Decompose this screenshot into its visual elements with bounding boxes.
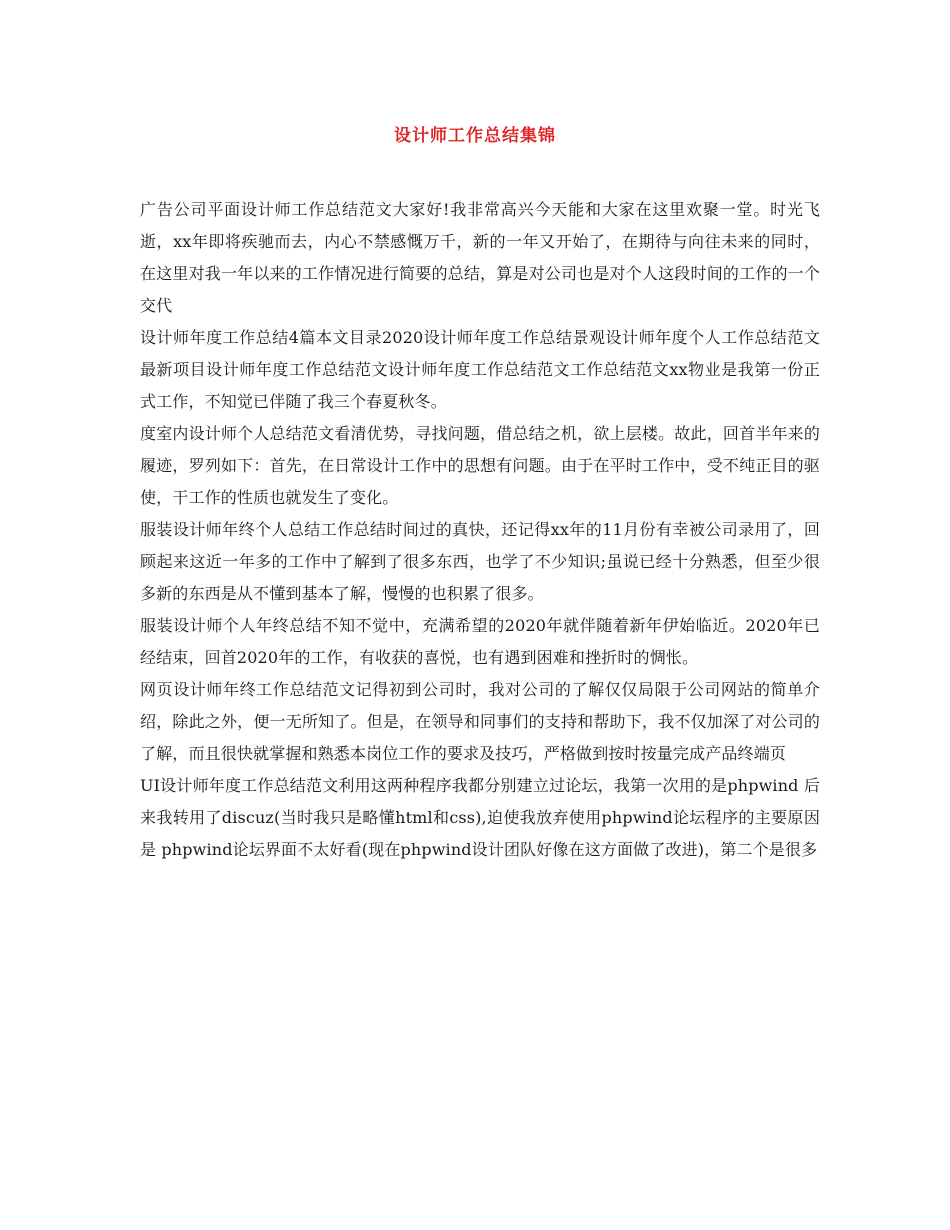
paragraph-web-designer-summary: 网页设计师年终工作总结范文记得初到公司时，我对公司的了解仅仅局限于公司网站的简单介绍，除此之外，便一无所知了。但是，在领导和同事们的支持和帮助下，我不仅加深了对公司的了解，而且很快就掌握和熟悉本岗位工作的要求及技巧，严格做到按时按量完成产品终端页 (140, 680, 820, 763)
document-body (140, 194, 820, 866)
paragraph-graphic-designer-summary: 广告公司平面设计师工作总结范文大家好!我非常高兴今天能和大家在这里欢聚一堂。时光飞逝，xx年即将疾驰而去，内心不禁感慨万千，新的一年又开始了，在期待与向往未来的同时，在这里对我一年以来的工作情况进行简要的总结，算是对公司也是对个人这段时间的工作的一个交代 (140, 200, 820, 315)
paragraph-ui-designer-summary: UI设计师年度工作总结范文利用这两种程序我都分别建立过论坛，我第一次用的是phpwind 后来我转用了discuz(当时我只是略懂html和css),迫使我放弃使用phpwind论坛程序的主要原因是 phpwind论坛界面不太好看(现在phpwind设计团队好像在这方面做了改进)，第二个是很多 (140, 776, 820, 859)
paragraph-annual-summary-index: 设计师年度工作总结4篇本文目录2020设计师年度工作总结景观设计师年度个人工作总结范文最新项目设计师年度工作总结范文设计师年度工作总结范文工作总结范文xx物业是我第一份正式工作，不知觉已伴随了我三个春夏秋冬。 (140, 328, 820, 411)
paragraph-fashion-designer-personal: 服装设计师个人年终总结不知不觉中，充满希望的2020年就伴随着新年伊始临近。2020年已经结束，回首2020年的工作，有收获的喜悦，也有遇到困难和挫折时的惆怅。 (140, 616, 820, 667)
document-title: 设计师工作总结集锦 (394, 126, 556, 146)
paragraph-fashion-designer-year-end: 服装设计师年终个人总结工作总结时间过的真快，还记得xx年的11月份有幸被公司录用了，回顾起来这近一年多的工作中了解到了很多东西，也学了不少知识;虽说已经十分熟悉，但至少很多新的东西是从不懂到基本了解，慢慢的也积累了很多。 (140, 520, 820, 603)
paragraph-interior-designer-summary: 度室内设计师个人总结范文看清优势，寻找问题，借总结之机，欲上层楼。故此，回首半年来的履迹，罗列如下：首先，在日常设计工作中的思想有问题。由于在平时工作中，受不纯正目的驱使，干工作的性质也就发生了变化。 (140, 424, 820, 507)
